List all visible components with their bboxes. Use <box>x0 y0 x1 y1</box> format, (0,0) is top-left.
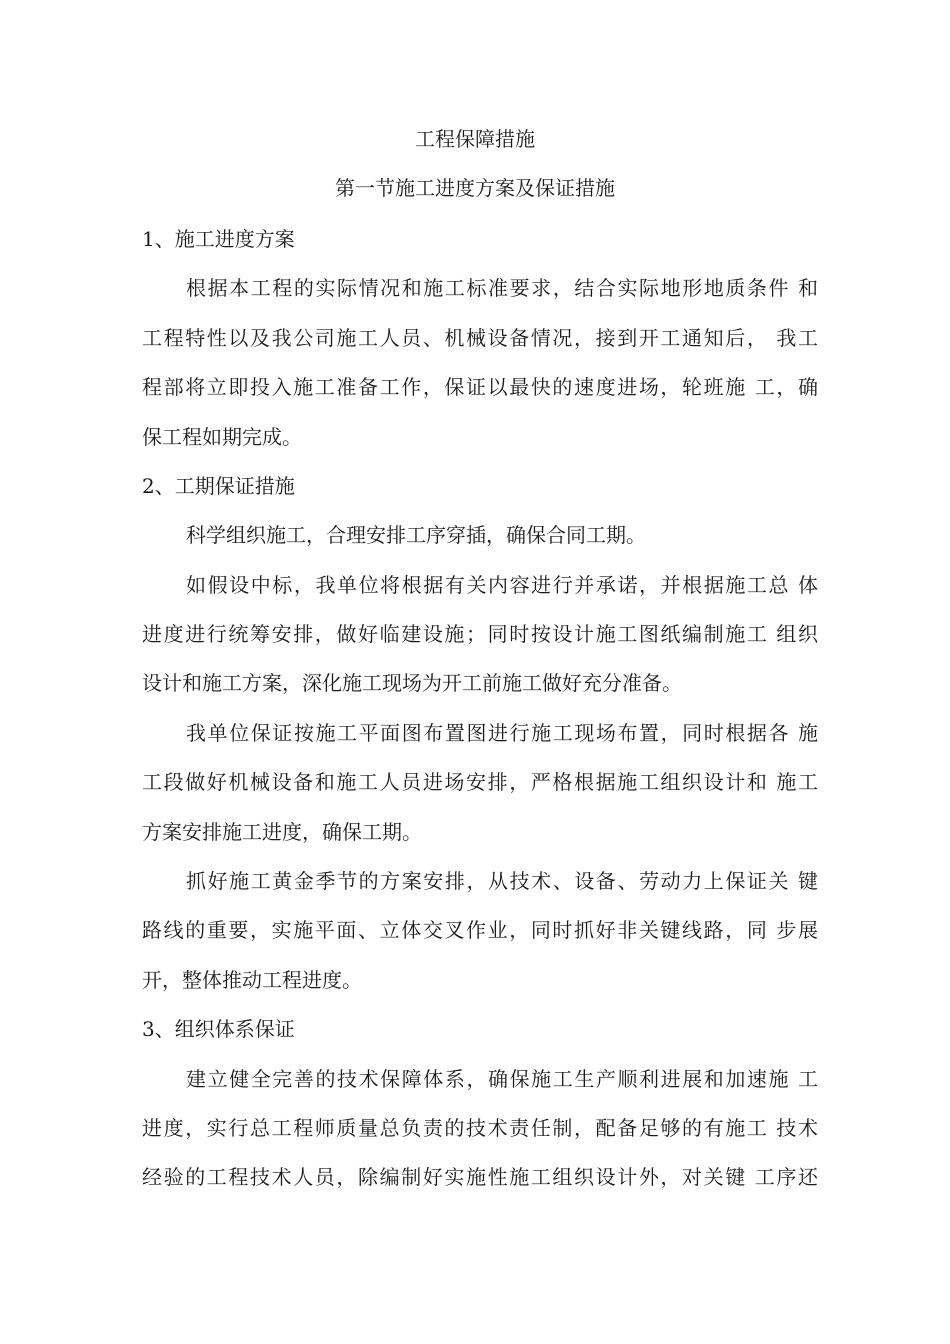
paragraph-5-line-3: 开，整体推动工程进度。 <box>142 968 362 992</box>
heading-3: 3、组织体系保证 <box>142 1017 295 1041</box>
paragraph-6-line-1: 建立健全完善的技术保障体系，确保施工生产顺利进展和加速施 工 <box>186 1067 818 1091</box>
paragraph-5-line-2: 路线的重要，实施平面、立体交叉作业，同时抓好非关键线路，同 步展 <box>142 918 818 942</box>
paragraph-1-line-3: 程部将立即投入施工准备工作，保证以最快的速度进场，轮班施 工，确 <box>142 375 818 399</box>
section-title: 第一节施工进度方案及保证措施 <box>335 176 615 200</box>
paragraph-4-line-3: 方案安排施工进度，确保工期。 <box>142 820 422 844</box>
paragraph-4-line-1: 我单位保证按施工平面图布置图进行施工现场布置，同时根据各 施 <box>186 721 818 745</box>
paragraph-6-line-3: 经验的工程技术人员，除编制好实施性施工组织设计外，对关键 工序还 <box>142 1165 818 1189</box>
document-title: 工程保障措施 <box>415 127 535 151</box>
paragraph-6-line-2: 进度，实行总工程师质量总负责的技术责任制，配备足够的有施工 技术 <box>142 1116 818 1140</box>
paragraph-5-line-1: 抓好施工黄金季节的方案安排，从技术、设备、劳动力上保证关 键 <box>186 869 818 893</box>
paragraph-4-line-2: 工段做好机械设备和施工人员进场安排，严格根据施工组织设计和 施工 <box>142 770 818 794</box>
paragraph-1-line-2: 工程特性以及我公司施工人员、机械设备情况，接到开工通知后， 我工 <box>142 326 818 350</box>
paragraph-1-line-4: 保工程如期完成。 <box>142 425 302 449</box>
paragraph-1-line-1: 根据本工程的实际情况和施工标准要求，结合实际地形地质条件 和 <box>186 276 818 300</box>
heading-2: 2、工期保证措施 <box>142 474 295 498</box>
paragraph-3-line-3: 设计和施工方案，深化施工现场为开工前施工做好充分准备。 <box>142 671 682 695</box>
paragraph-3-line-2: 进度进行统筹安排，做好临建设施；同时按设计施工图纸编制施工 组织 <box>142 622 818 646</box>
heading-1: 1、施工进度方案 <box>142 227 295 251</box>
paragraph-2-line-1: 科学组织施工，合理安排工序穿插，确保合同工期。 <box>186 523 646 547</box>
paragraph-3-line-1: 如假设中标，我单位将根据有关内容进行并承诺，并根据施工总 体 <box>186 573 818 597</box>
